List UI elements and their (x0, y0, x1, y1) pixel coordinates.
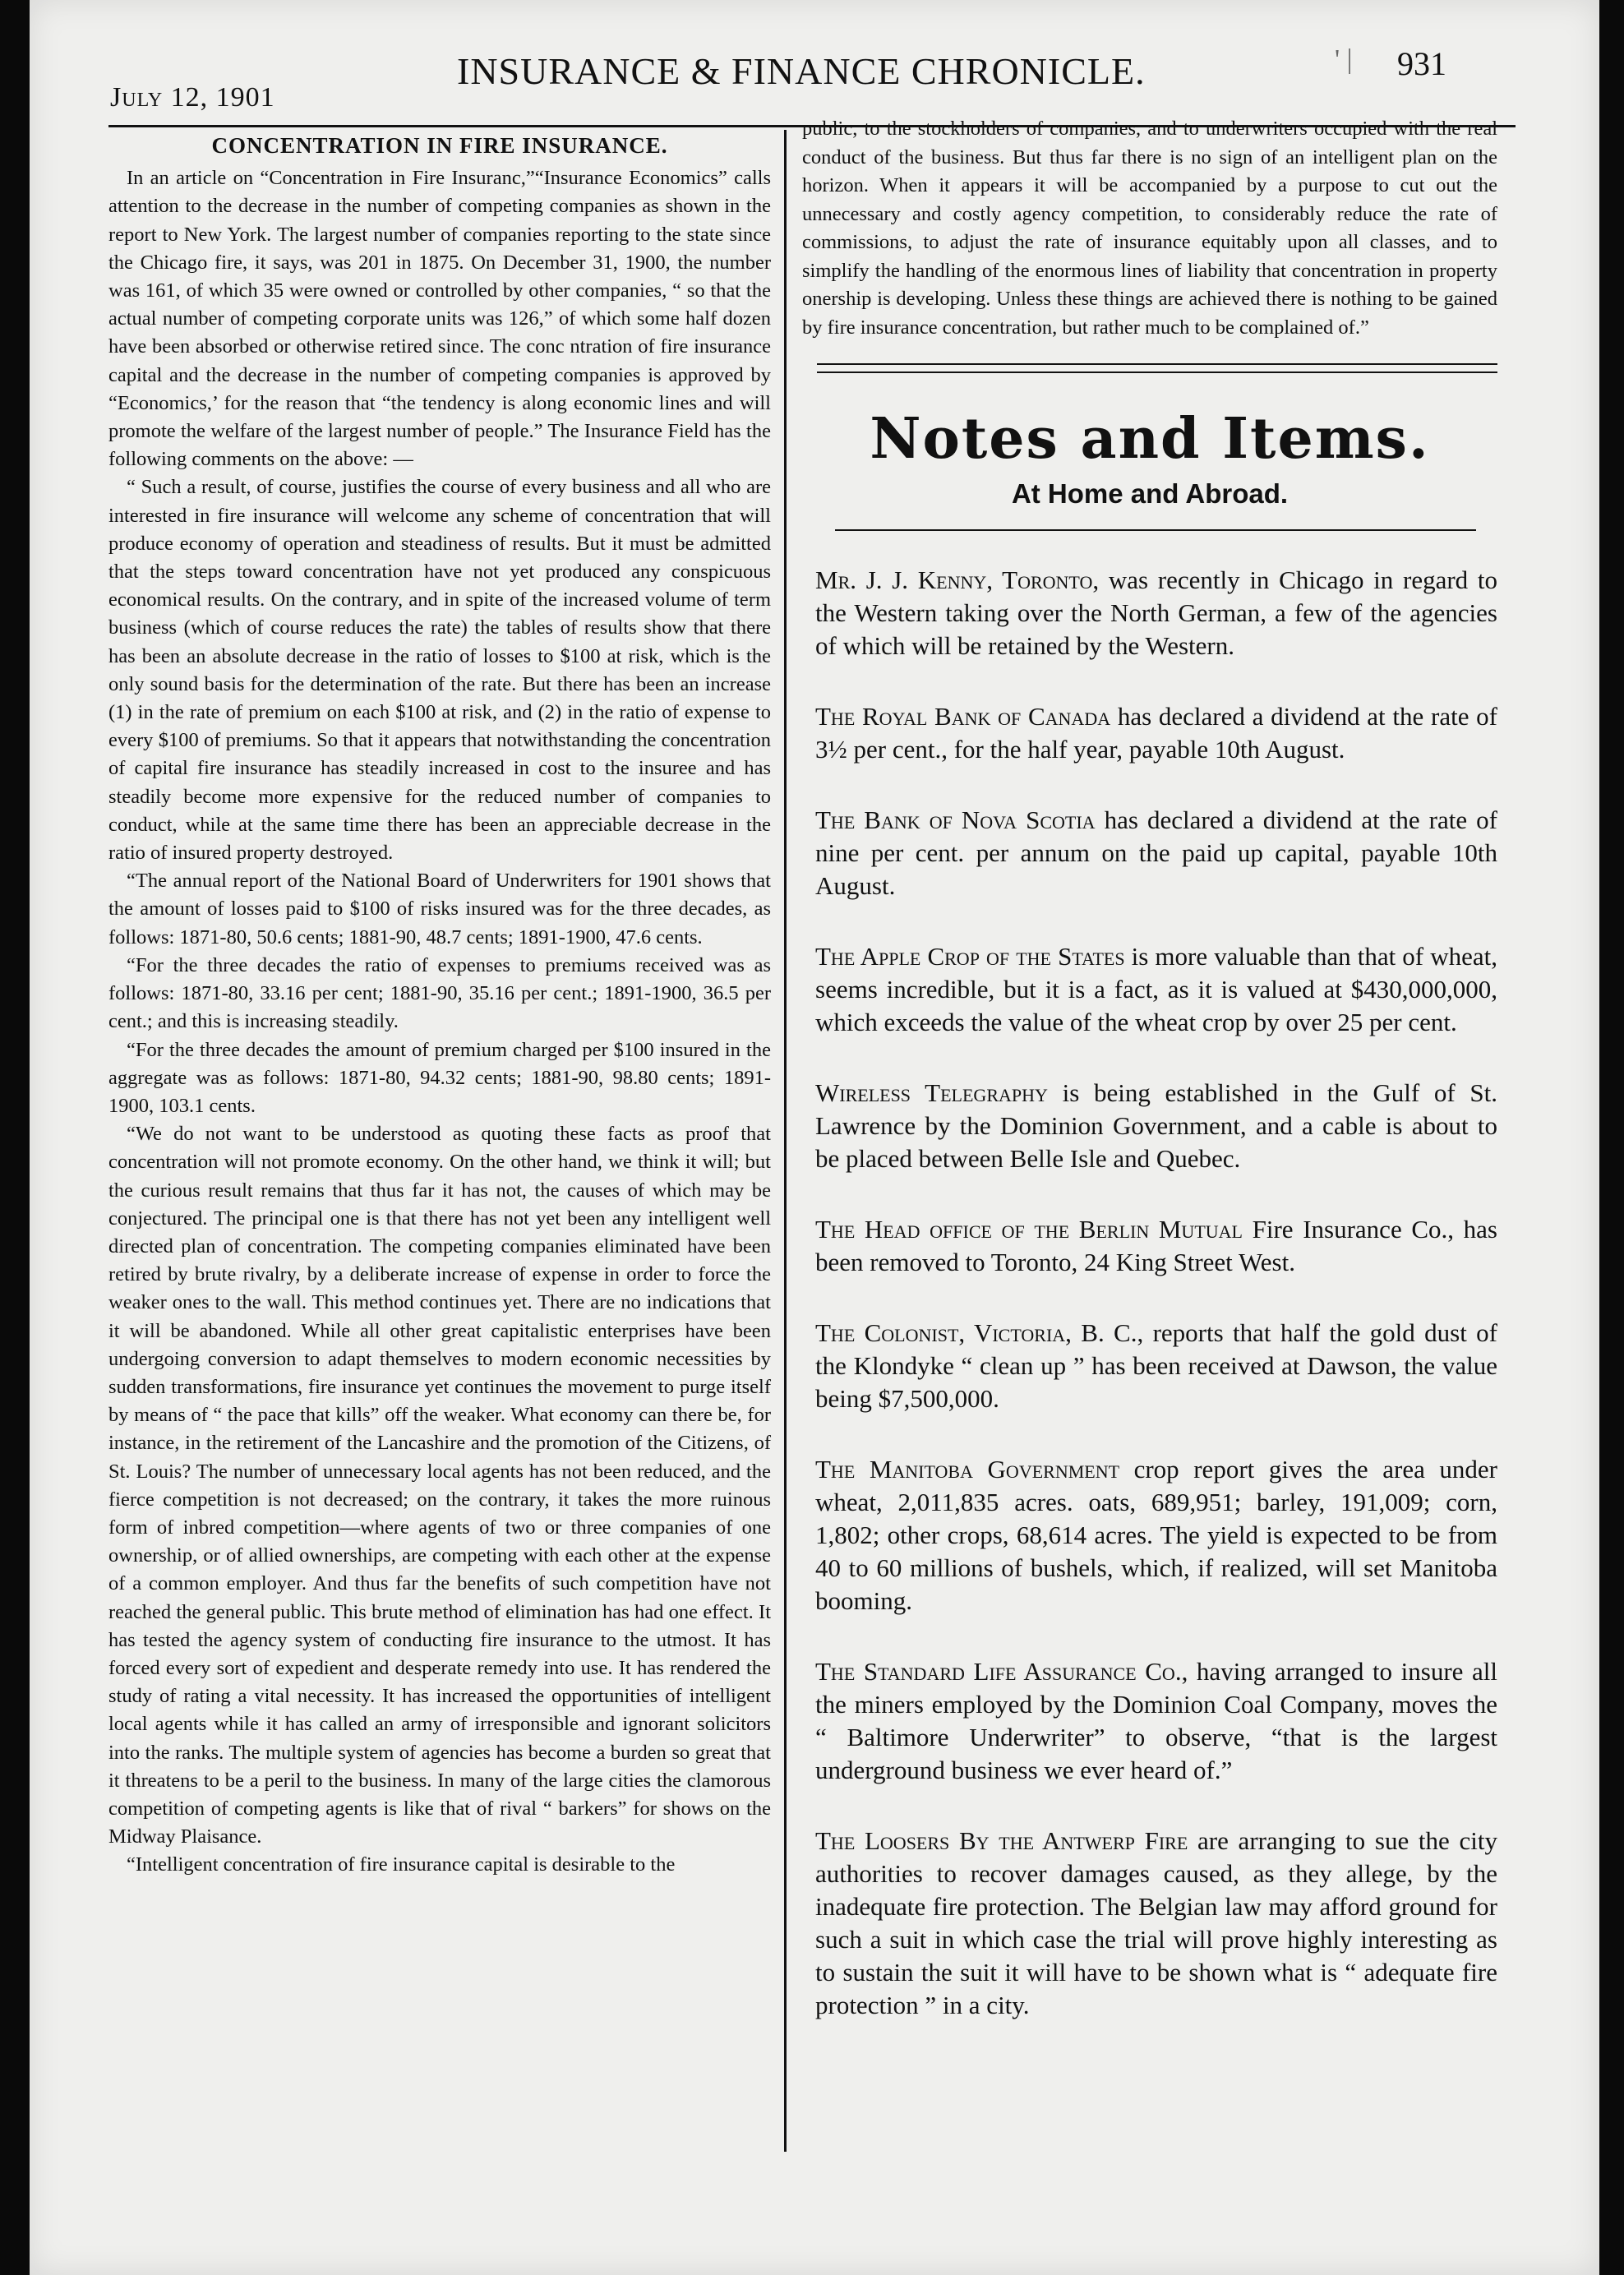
note-text: having arranged to insure all the miners employed by the Dominion Coal Company, moves the “ Baltimore Underwriter” to observe, “that is the largest underground business we ever heard of.” (815, 1657, 1498, 1784)
column-divider (784, 130, 787, 2152)
publication-title: INSURANCE & FINANCE CHRONICLE. (457, 50, 1146, 92)
subtitle-rule (835, 529, 1476, 531)
note-lead: Wireless Telegraphy (815, 1078, 1048, 1107)
left-column (108, 132, 771, 2162)
note-text: has declared a dividend at the rate of 3½ per cent., for the half year, payable 10th August. (815, 702, 1498, 764)
note-lead: The Bank of Nova Scotia (815, 805, 1096, 834)
article-paragraph: In an article on “Concentration in Fire Insuranc,”“Insurance Economics” calls attention to the decrease in the number of competing companies as shown in the report to New York. The largest number of companies reporting to the state since the Chicago fire, it says, was 201 in 1875. On December 31, 1900, the number was 161, of which 35 were owned or controlled by other companies, “ so that the actual number of competing corporate units was 126,” of which some half dozen have been absorbed or otherwise retired since. The conc ntration of fire insurance capital and the decrease in the number of competing companies is approved by “Economics,’ for the reason that “the tendency is along economic lines and will promote the welfare of the largest number of people.” The Insurance Field has the following comments on the above: — (108, 167, 771, 471)
note-text: are arranging to sue the city authorities to recover damages caused, as they allege, by the inadequate fire protection. The Belgian law may afford ground for such a suit in which case the trial will prove highly interesting as to sustain the suit it will have to be shown what is “ adequate fire protection ” in a city. (815, 1826, 1497, 2019)
note-text: crop report gives the area under wheat, 2,011,835 acres. oats, 689,951; barley, 191,009; corn, 1,802; other crops, 68,614 acres. The yield is expected to be from 40 to 60 millions of bushels, which, if realized, will set Manitoba booming. (815, 1455, 1497, 1615)
article-paragraph: “We do not want to be understood as quoting these facts as proof that concentration will not promote economy. On the other hand, we think it will; but the curious result remains that thus far it has not, the causes of which may be conjectured. The principal one is that there has not yet been any intelligent well directed plan of concentration. The competing companies eliminated have been retired by brute rivalry, by a deliberate increase of expense in order to force the weaker ones to the wall. This method continues yet. There are no indications that it will be abandoned. While all other great capitalistic enterprises have been undergoing conversion to adapt themselves to modern economic necessities by sudden transformations, fire insurance yet continues the movement to purge itself by means of “ the pace that kills” off the weaker. What economy can there be, for instance, in the retirement of the Lancashire and the promotion of the Citizens, of St. Louis? The number of unnecessary local agents has not been reduced, and the fierce competition is not decreased; on the contrary, it takes the more ruinous form of inbred competition—where agents of two or three companies of one ownership, or of allied ownerships, are competing with each other at the expense of a common employer. And thus far the benefits of such competition have not reached the general public. This brute method of elimination has had one effect. It has tested the agency system of conducting fire insurance to the utmost. It has forced every sort of expedient and desperate remedy into use. It has rendered the study of rating a vital necessity. It has increased the opportunities of intelligent local agents while it has called an army of irresponsible and ignorant solicitors into the ranks. The multiple system of agencies has become a burden so great that it threatens to be a peril to the business. In many of the large cities the clamorous competition of competing agents is like that of rival “ barkers” for shows on the Midway Plaisance. (108, 1123, 771, 1848)
note-text: is being established in the Gulf of St. Lawrence by the Dominion Government, and a cable is about to be placed between Belle Isle and Quebec. (815, 1078, 1498, 1173)
note-lead: The Head office of the Berlin Mutual (815, 1215, 1243, 1244)
article-paragraph: “The annual report of the National Board of Underwriters for 1901 shows that the amount of losses paid to $100 of risks insured was for the three decades, as follows: 1871-80, 50.6 cents; 1881-90, 48.7 cents; 1891-1900, 47.6 cents. (108, 870, 771, 948)
note-lead: The Loosers By the Antwerp Fire (815, 1826, 1188, 1855)
article-continuation: public, to the stockholders of companies, and to underwriters occupied with the real conduct of the business. But thus far there is no sign of an intelligent plan on the horizon. When it appears it will be accompanied by a purpose to cut out the unnecessary and costly agency competition, to considerably reduce the rate of commissions, to adjust the rate of insurance equitably upon all classes, and to simplify the handling of the enormous lines of liability that concentration in property onership is developing. Unless these things are achieved there is nothing to be gained by fire insurance concentration, but rather much to be complained of.” (802, 118, 1497, 339)
note-item (815, 1825, 1497, 2022)
notes-list (802, 564, 1497, 2022)
note-text: is more valuable than that of wheat, seems incredible, but it is a fact, as it is valued at $430,000,000, which exceeds the value of the wheat crop by over 25 per cent. (815, 942, 1497, 1036)
article-paragraph: “For the three decades the amount of premium charged per $100 insured in the aggregate was as follows: 1871-80, 94.32 cents; 1881-90, 98.80 cents; 1891-1900, 103.1 cents. (108, 1038, 771, 1117)
note-text: reports that half the gold dust of the Klondyke “ clean up ” has been received at Dawson, the value being $7,500,000. (815, 1318, 1497, 1413)
right-column (802, 115, 1497, 2170)
note-lead: The Standard Life Assurance Co., (815, 1657, 1188, 1686)
article-paragraph: “For the three decades the ratio of expenses to premiums received was as follows: 1871-80, 33.16 per cent; 1881-90, 35.16 per cent.; 1891-1900, 36.5 per cent.; and this is increasing steadily. (108, 953, 771, 1033)
note-lead: The Colonist, Victoria, B. C., (815, 1318, 1144, 1347)
note-item (815, 1655, 1497, 1787)
note-item (815, 564, 1497, 662)
note-text: Fire Insurance Co., has been removed to Toronto, 24 King Street West. (815, 1215, 1497, 1276)
note-item (815, 1077, 1497, 1175)
section-divider (817, 363, 1497, 373)
note-text: has declared a dividend at the rate of nine per cent. per annum on the paid up capital, payable 10th August. (815, 805, 1497, 900)
page-header (30, 43, 1599, 113)
newspaper-page (30, 0, 1599, 2275)
issue-date: July 12, 1901 (110, 82, 275, 113)
note-item (815, 804, 1497, 902)
note-item (815, 940, 1497, 1039)
note-lead: Mr. J. J. Kenny, Toronto, (815, 565, 1100, 594)
notes-section-subtitle: At Home and Abroad. (1011, 478, 1289, 509)
note-lead: The Manitoba Government (815, 1455, 1120, 1484)
note-item (815, 1317, 1497, 1415)
article-paragraph: “Intelligent concentration of fire insurance capital is desirable to the (127, 1853, 676, 1876)
notes-section-title: Notes and Items. (870, 406, 1430, 472)
note-text: was recently in Chicago in regard to the Western taking over the North German, a few of the agencies of which will be retained by the Western. (815, 565, 1497, 660)
article-paragraph: “ Such a result, of course, justifies the course of every business and all who are interested in fire insurance will welcome any scheme of concentration that will produce economy of operation and steadiness of results. But it must be admitted that the steps toward concentration have not yet produced any conspicuous economical results. On the contrary, and in spite of the increased volume of term business (which of course reduces the rate) the tables of results show that there has been an absolute decrease in the ratio of losses to $100 at risk, which is the only sound basis for the determination of the rate. But there has been an increase (1) in the rate of premium on each $100 at risk, and (2) in the ratio of expense to every $100 of premiums. So that it appears that notwithstanding the concentration of capital fire insurance has steadily increased in cost to the insuree and has steadily become more expensive for the reduced number of companies to conduct, while at the same time there has been an appreciable decrease in the ratio of insured property destroyed. (108, 476, 771, 865)
note-item (815, 1453, 1497, 1617)
note-item (815, 1213, 1497, 1279)
note-item (815, 700, 1497, 766)
note-lead: The Royal Bank of Canada (815, 702, 1111, 731)
article-heading: CONCENTRATION IN FIRE INSURANCE. (211, 133, 668, 158)
margin-mark: ' | (1335, 44, 1353, 75)
note-lead: The Apple Crop of the States (815, 942, 1125, 971)
page-number: 931 (1397, 45, 1446, 82)
